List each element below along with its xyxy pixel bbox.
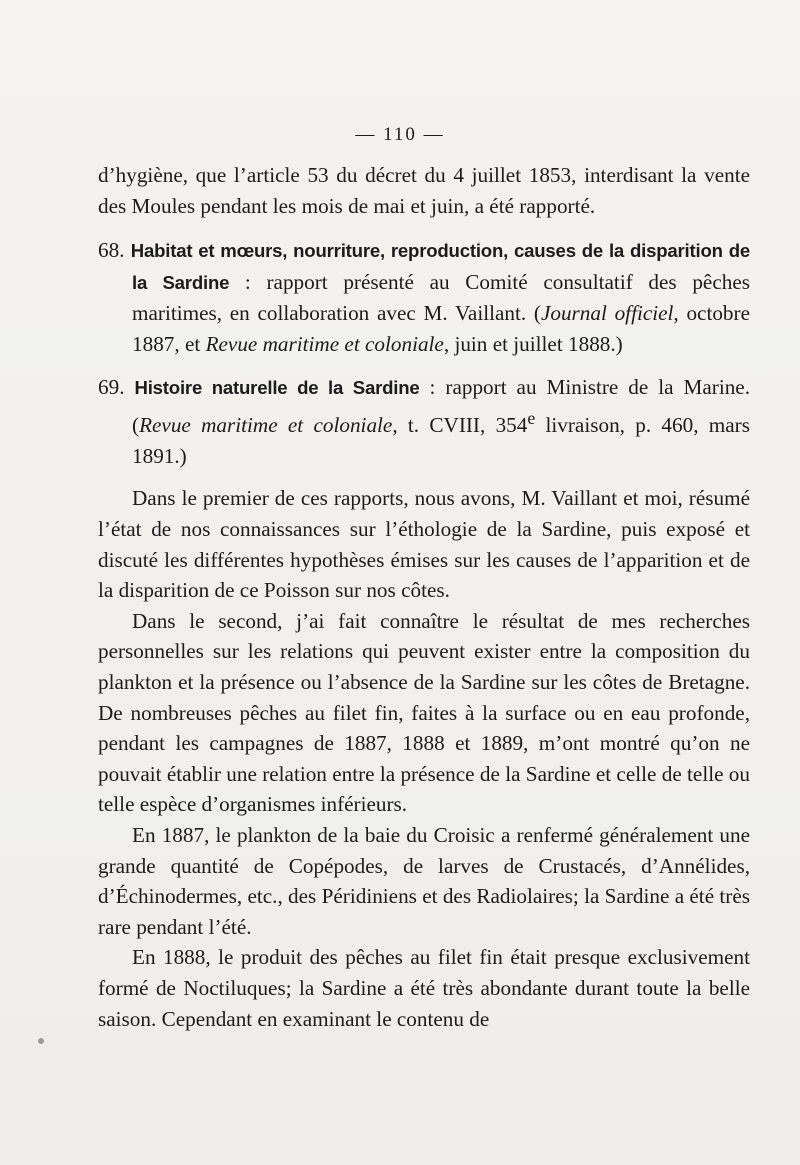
entry-journal: Revue maritime et coloniale: [205, 331, 444, 356]
entry-text: , octobre 1887, et: [132, 301, 750, 356]
entry-title: Histoire naturelle de la Sardine: [134, 376, 420, 398]
body-paragraph-4: En 1888, le produit des pêches au filet fin était presque exclusivement formé de Noctiluques; la Sardine a été très abondante durant toute la belle saison. Cependant en examinant le contenu de: [98, 945, 750, 1031]
body-paragraph-1: Dans le premier de ces rapports, nous avons, M. Vaillant et moi, résumé l’état de nos connaissances sur l’éthologie de la Sardine, puis exposé et discuté les différentes hypothèses émises sur les causes de l’apparition et de la disparition de ce Poisson sur nos côtes.: [98, 486, 750, 603]
body-paragraph-3: En 1887, le plankton de la baie du Croisic a renfermé généralement une grande quantité de Copépodes, de larves de Crustacés, d’Annélides, d’Échinodermes, etc., des Péridiniens et des Radiolaires; la Sardine a été très rare pendant l’été.: [98, 822, 750, 939]
page-number: — 110 —: [355, 124, 445, 145]
entry-journal: Revue maritime et coloniale: [139, 413, 393, 438]
page-body: [98, 160, 750, 1034]
entry-number: 68.: [98, 238, 125, 263]
body-paragraph-2: Dans le second, j’ai fait connaître le résultat de mes recherches personnelles sur les relations qui peuvent exister entre la composition du plankton et la présence ou l’absence de la Sardine sur les côtes de Bretagne. De nombreuses pêches au filet fin, faites à la surface ou en eau profonde, pendant les campagnes de 1887, 1888 et 1889, m’ont montré qu’on ne pouvait établir une relation entre la présence de la Sardine et celle de telle ou telle espèce d’organismes inférieurs.: [98, 608, 750, 817]
entry-title: Habitat et mœurs, nourriture, reproduction, causes de la disparition de la Sardine: [130, 240, 750, 293]
entry-text: , juin et juillet 1888.): [443, 331, 623, 356]
continuation-paragraph: d’hygiène, que l’article 53 du décret du 4 juillet 1853, interdisant la vente des Moules pendant les mois de mai et juin, a été rapporté.: [98, 163, 750, 218]
bibliography-entry-69: [98, 372, 750, 472]
entry-text: : rapport au Ministre de la Marine. (: [132, 374, 751, 438]
bibliography-entry-68: [98, 235, 750, 359]
ink-speck: [38, 1038, 44, 1044]
entry-superscript: e: [527, 408, 536, 429]
entry-text: , t. CVIII, 354: [392, 413, 528, 438]
entry-journal: Journal officiel: [540, 301, 674, 326]
entry-text: : rapport présenté au Comité consultatif des pêches maritimes, en collaboration avec M. Vaillant. (: [132, 269, 750, 326]
entry-number: 69.: [98, 374, 125, 399]
entry-text: livraison, p. 460, mars 1891.): [132, 413, 750, 468]
